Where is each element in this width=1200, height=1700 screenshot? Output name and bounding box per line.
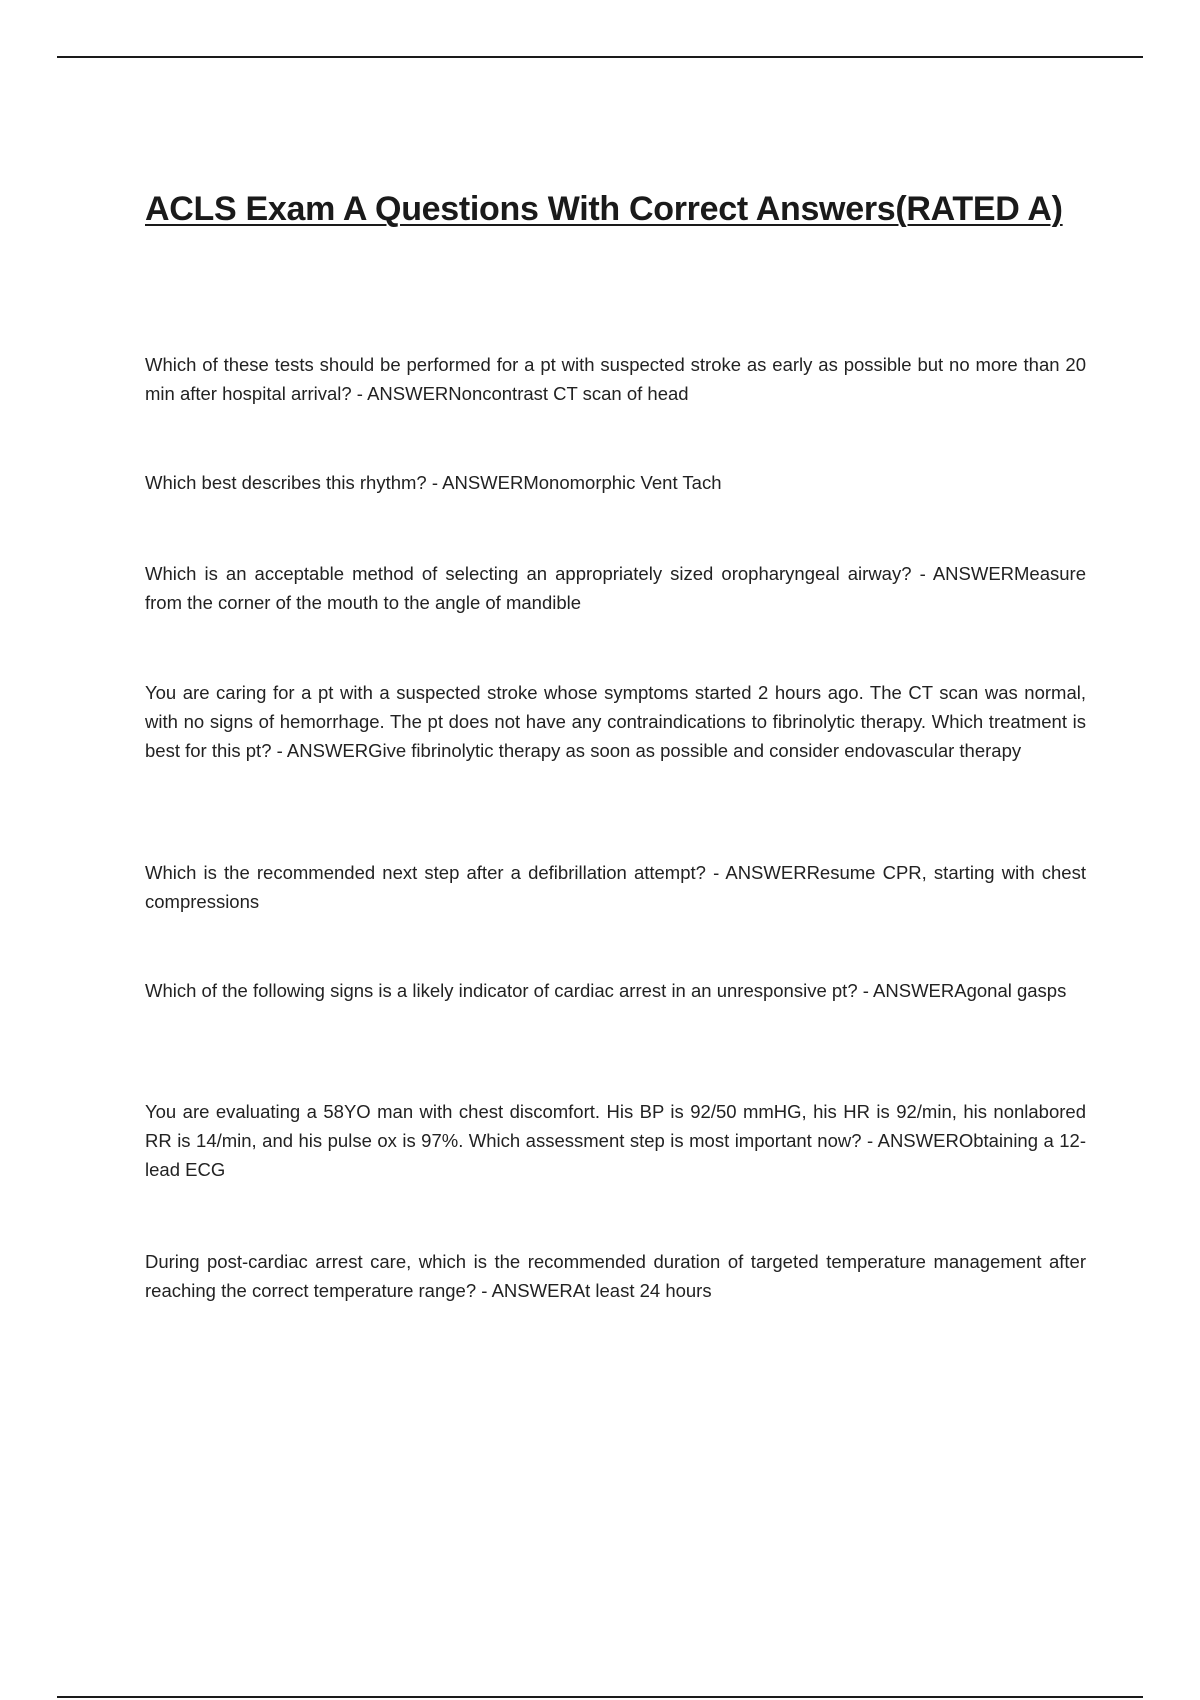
question-text: Which is an acceptable method of selecting an appropriately sized oropharyngeal airway? — [145, 563, 912, 584]
answer-text: Obtaining a 12-lead ECG — [145, 1130, 1086, 1180]
qa-item — [145, 468, 1086, 497]
answer-prefix: ANSWER — [442, 472, 524, 493]
question-text: You are evaluating a 58YO man with chest discomfort. His BP is 92/50 mmHG, his HR is 92/min, his nonlabored RR is 14/min, and his pulse ox is 97%. Which assessment step is most important now? — [145, 1101, 1086, 1151]
qa-item — [145, 678, 1086, 765]
qa-item — [145, 976, 1086, 1005]
document-title: ACLS Exam A Questions With Correct Answers(RATED A) — [145, 190, 1063, 228]
separator: - — [351, 383, 368, 404]
question-text: Which of the following signs is a likely indicator of cardiac arrest in an unresponsive pt? — [145, 980, 858, 1001]
question-text: During post-cardiac arrest care, which is the recommended duration of targeted temperature management after reaching the correct temperature range? — [145, 1251, 1086, 1301]
answer-text: Resume CPR, starting with chest compressions — [145, 862, 1086, 912]
separator: - — [857, 980, 874, 1001]
answer-prefix: ANSWER — [877, 1130, 959, 1151]
question-text: Which of these tests should be performed for a pt with suspected stroke as early as possible but no more than 20 min after hospital arrival? — [145, 354, 1086, 404]
top-rule — [57, 56, 1143, 58]
answer-prefix: ANSWER — [873, 980, 955, 1001]
answer-prefix: ANSWER — [725, 862, 807, 883]
answer-text: Give fibrinolytic therapy as soon as possible and consider endovascular therapy — [368, 740, 1022, 761]
answer-text: Noncontrast CT scan of head — [448, 383, 689, 404]
qa-item — [145, 559, 1086, 617]
answer-text: Measure from the corner of the mouth to the angle of mandible — [145, 563, 1086, 613]
answer-text: Agonal gasps — [954, 980, 1067, 1001]
answer-text: At least 24 hours — [572, 1280, 712, 1301]
separator: - — [271, 740, 287, 761]
answer-text: Monomorphic Vent Tach — [523, 472, 722, 493]
answer-prefix: ANSWER — [286, 740, 369, 761]
separator: - — [911, 563, 933, 584]
qa-item — [145, 858, 1086, 916]
answer-prefix: ANSWER — [367, 383, 449, 404]
answer-prefix: ANSWER — [932, 563, 1015, 584]
qa-item — [145, 1247, 1086, 1305]
question-text: Which is the recommended next step after a defibrillation attempt? — [145, 862, 706, 883]
question-text: Which best describes this rhythm? — [145, 472, 427, 493]
answer-prefix: ANSWER — [491, 1280, 573, 1301]
separator: - — [705, 862, 726, 883]
separator: - — [476, 1280, 492, 1301]
question-text: You are caring for a pt with a suspected stroke whose symptoms started 2 hours ago. The CT scan was normal, with no signs of hemorrhage. The pt does not have any contraindications to fibrinolytic therapy. Which treatment is best for this pt? — [145, 682, 1086, 761]
separator: - — [426, 472, 443, 493]
bottom-rule — [57, 1696, 1143, 1698]
separator: - — [861, 1130, 878, 1151]
qa-item — [145, 350, 1086, 408]
qa-item — [145, 1097, 1086, 1184]
